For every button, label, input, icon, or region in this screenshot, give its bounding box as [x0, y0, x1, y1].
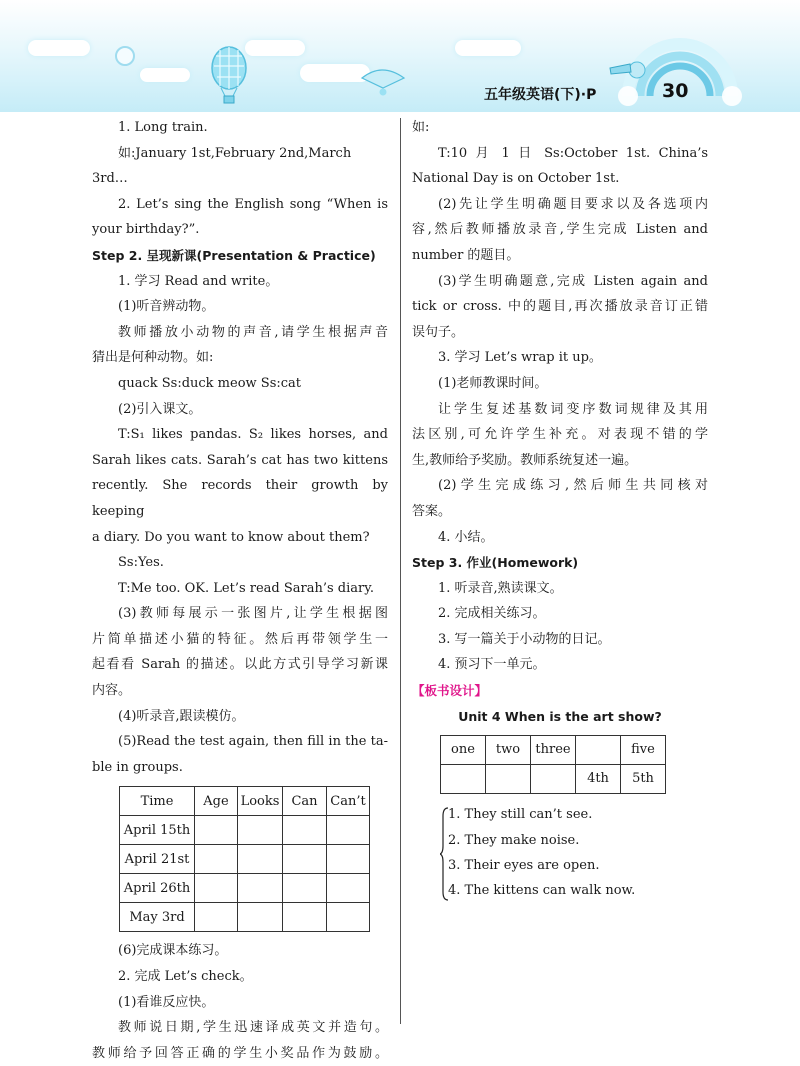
header-banner: [0, 0, 800, 112]
left-line: (2)引入课文。: [118, 401, 202, 417]
table-header-cell: Can’t: [327, 787, 370, 816]
left-line: 教师说日期,学生迅速译成英文并造句。: [118, 1020, 388, 1036]
table-row: [120, 845, 370, 874]
left-line: 教师播放小动物的声音,请学生根据声音: [118, 324, 388, 340]
table-date-cell: April 15th: [120, 816, 195, 845]
left-line: a diary. Do you want to know about them?: [92, 529, 370, 545]
number-table-cell: [531, 765, 576, 794]
step-heading: Step 3. 作业(Homework): [412, 555, 579, 571]
left-line: Sarah likes cats. Sarah’s cat has two kittens: [92, 452, 388, 468]
number-table: [440, 735, 666, 794]
column-divider: [400, 118, 401, 1024]
left-line: (5)Read the test again, then fill in the ta-: [118, 734, 388, 750]
left-line: ble in groups.: [92, 759, 183, 775]
book-title: 五年级英语(下)·P: [484, 87, 597, 103]
left-line: 片简单描述小猫的特征。然后再带领学生一: [92, 631, 388, 647]
right-column-text: [412, 115, 708, 678]
number-table-cell: [486, 765, 531, 794]
right-column: [412, 115, 708, 904]
right-line: 误句子。: [412, 324, 465, 340]
board-design-label: 【板书设计】: [412, 683, 488, 699]
left-line: (1)看谁反应快。: [118, 994, 215, 1010]
left-column-text: [92, 115, 388, 780]
table-empty-cell: [195, 874, 238, 903]
left-line: T:S₁ likes pandas. S₂ likes horses, and: [118, 427, 388, 443]
table-empty-cell: [195, 903, 238, 932]
left-line: T:Me too. OK. Let’s read Sarah’s diary.: [118, 580, 374, 596]
left-line: quack Ss:duck meow Ss:cat: [118, 375, 301, 391]
left-line: 内容。: [92, 683, 132, 699]
table-empty-cell: [238, 874, 283, 903]
hang-glider-icon: [362, 70, 404, 96]
table-header-cell: Looks: [238, 787, 283, 816]
left-line: recently. She records their growth by keeping: [92, 478, 388, 519]
right-line: National Day is on October 1st.: [412, 171, 620, 187]
right-line: tick or cross. 中的题目,再次播放录音订正错: [412, 299, 708, 315]
sentence-list: [448, 802, 708, 904]
left-line: 教师给予回答正确的学生小奖品作为鼓励。: [92, 1045, 388, 1061]
right-line: T:10 月 1 日 Ss:October 1st. China’s: [438, 145, 708, 161]
table-empty-cell: [283, 816, 327, 845]
brace-icon: [440, 806, 450, 902]
right-line: 3. 学习 Let’s wrap it up。: [438, 350, 602, 366]
left-line: 1. Long train.: [118, 120, 208, 135]
left-line: Ss:Yes.: [118, 555, 164, 571]
left-line: (6)完成课本练习。: [118, 943, 228, 959]
number-table-cell: 5th: [621, 765, 666, 794]
list-item: 2. They make noise.: [448, 832, 580, 848]
left-column-text-continued: [92, 938, 388, 1066]
left-line: (1)听音辨动物。: [118, 299, 215, 315]
table-empty-cell: [238, 845, 283, 874]
right-line: (3)学生明确题意,完成 Listen again and: [438, 273, 708, 289]
growth-table: [119, 786, 370, 932]
table-empty-cell: [238, 903, 283, 932]
left-line: 如:January 1st,February 2nd,March 3rd…: [92, 145, 352, 187]
page-number: 30: [662, 80, 689, 102]
number-table-cell: three: [531, 736, 576, 765]
table-empty-cell: [327, 816, 370, 845]
list-item: 3. Their eyes are open.: [448, 858, 600, 874]
right-line: 4. 小结。: [438, 529, 494, 545]
right-line: 4. 预习下一单元。: [438, 657, 546, 673]
table-empty-cell: [327, 903, 370, 932]
table-empty-cell: [327, 845, 370, 874]
table-empty-cell: [283, 903, 327, 932]
list-item: 4. The kittens can walk now.: [448, 883, 636, 899]
table-header-cell: Time: [120, 787, 195, 816]
table-header-row: [120, 787, 370, 816]
table-row: [120, 816, 370, 845]
number-table-cell: 4th: [576, 765, 621, 794]
right-line: 让学生复述基数词变序数词规律及其用: [438, 401, 708, 417]
table-empty-cell: [195, 816, 238, 845]
table-header-cell: Age: [195, 787, 238, 816]
board-title: Unit 4 When is the art show?: [458, 708, 662, 724]
number-table-row: [441, 765, 666, 794]
right-line: 如:: [412, 120, 430, 135]
number-table-cell: one: [441, 736, 486, 765]
left-line: 1. 学习 Read and write。: [118, 273, 279, 289]
number-table-cell: five: [621, 736, 666, 765]
table-date-cell: April 21st: [120, 845, 195, 874]
number-table-cell: [441, 765, 486, 794]
right-line: number 的题目。: [412, 247, 520, 263]
left-line: 猜出是何种动物。如:: [92, 350, 214, 366]
number-table-cell: two: [486, 736, 531, 765]
right-line: (2)学生完成练习,然后师生共同核对: [438, 478, 708, 494]
right-line: 3. 写一篇关于小动物的日记。: [438, 631, 611, 647]
table-empty-cell: [327, 874, 370, 903]
right-line: 生,教师给予奖励。教师系统复述一遍。: [412, 452, 638, 468]
table-header-cell: Can: [283, 787, 327, 816]
left-line: 起看看 Sarah 的描述。以此方式引导学习新课: [92, 657, 388, 673]
table-row: [120, 903, 370, 932]
right-line: 答案。: [412, 503, 452, 519]
table-row: [120, 874, 370, 903]
left-line: (4)听录音,跟读模仿。: [118, 708, 245, 724]
left-line: (3)教师每展示一张图片,让学生根据图: [118, 606, 388, 622]
hot-air-balloon-icon: [212, 47, 246, 103]
list-item: 1. They still can’t see.: [448, 807, 593, 823]
table-empty-cell: [238, 816, 283, 845]
table-date-cell: May 3rd: [120, 903, 195, 932]
right-line: 1. 听录音,熟读课文。: [438, 580, 563, 596]
right-line: (1)老师教课时间。: [438, 375, 548, 391]
left-line: 2. 完成 Let’s check。: [118, 969, 253, 985]
step-heading: Step 2. 呈现新课(Presentation & Practice): [92, 247, 376, 263]
number-table-wrapper: [440, 735, 708, 794]
number-table-row: [441, 736, 666, 765]
sun-icon: [116, 47, 134, 65]
left-line: your birthday?”.: [92, 222, 200, 238]
sentence-items: [448, 802, 708, 904]
growth-table-wrapper: [119, 786, 388, 932]
right-line: 2. 完成相关练习。: [438, 606, 546, 622]
table-empty-cell: [195, 845, 238, 874]
number-table-cell: [576, 736, 621, 765]
right-line: (2)先让学生明确题目要求以及各选项内: [438, 196, 708, 212]
left-column: [92, 115, 388, 1066]
table-date-cell: April 26th: [120, 874, 195, 903]
right-line: 容,然后教师播放录音,学生完成 Listen and: [412, 222, 708, 238]
table-empty-cell: [283, 845, 327, 874]
table-empty-cell: [283, 874, 327, 903]
left-line: 2. Let’s sing the English song “When is: [118, 196, 388, 212]
right-line: 法区别,可允许学生补充。对表现不错的学: [412, 427, 708, 443]
